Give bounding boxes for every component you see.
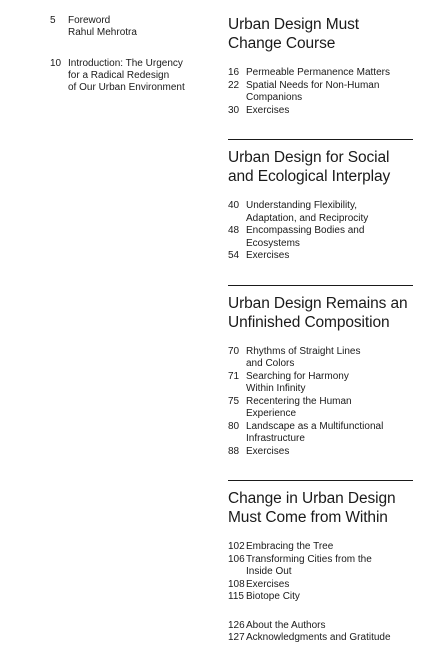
- toc-entry-title: Permeable Permanence Matters: [246, 67, 390, 78]
- toc-page-number: 22: [228, 79, 240, 91]
- toc-entry[interactable]: [228, 225, 413, 250]
- toc-left-column: [50, 15, 210, 113]
- toc-entry-title: Exercises: [246, 250, 290, 261]
- toc-page-number: 5: [50, 15, 56, 26]
- toc-page-number: 108: [228, 578, 245, 590]
- toc-section-2: [228, 148, 413, 263]
- toc-entry-title: Exercises: [246, 445, 290, 457]
- toc-section-3: [228, 294, 413, 459]
- toc-page-number: 115: [228, 591, 244, 602]
- section-title[interactable]: Urban Design Remains an Unfinished Composition: [228, 294, 408, 331]
- toc-entry-title: Transforming Cities from the Inside Out: [246, 553, 372, 577]
- toc-entry[interactable]: [228, 591, 413, 604]
- toc-entry[interactable]: [228, 67, 413, 80]
- toc-entry-foreword[interactable]: [50, 15, 210, 39]
- toc-entry-title: Searching for Harmony Within Infinity: [246, 370, 349, 394]
- toc-entry-title: Landscape as a Multifunctional Infrastructure: [246, 420, 384, 444]
- toc-page-number: 70: [228, 345, 240, 357]
- toc-entry[interactable]: [228, 371, 413, 396]
- toc-entry-title: Spatial Needs for Non-Human Companions: [246, 79, 380, 103]
- toc-entry-title: Understanding Flexibility, Adaptation, and Reciprocity: [246, 200, 369, 224]
- toc-entry[interactable]: [228, 105, 413, 118]
- toc-entry-title: Biotope City: [246, 591, 300, 602]
- toc-entry[interactable]: [228, 554, 413, 579]
- toc-page-number: 80: [228, 420, 240, 432]
- section-title[interactable]: Urban Design for Social and Ecological Interplay: [228, 149, 391, 185]
- toc-entry-title: Exercises: [246, 578, 290, 590]
- toc-entry-title: Embracing the Tree: [246, 541, 334, 552]
- toc-page-number: 16: [228, 67, 240, 78]
- toc-entry[interactable]: [228, 421, 413, 446]
- toc-entry-title: Acknowledgments and Gratitude: [246, 632, 391, 643]
- section-divider: [228, 285, 413, 286]
- toc-page-number: 54: [228, 250, 240, 261]
- section-title[interactable]: Urban Design Must Change Course: [228, 16, 359, 52]
- section-divider: [228, 139, 413, 140]
- toc-entry[interactable]: [228, 579, 413, 592]
- toc-entry[interactable]: [228, 250, 413, 263]
- toc-entry-introduction[interactable]: [50, 58, 210, 94]
- toc-entry[interactable]: [228, 80, 413, 105]
- toc-page-number: 10: [50, 58, 62, 69]
- toc-entry-title: About the Authors: [246, 619, 326, 631]
- toc-entry[interactable]: [228, 396, 413, 421]
- toc-entry[interactable]: [228, 541, 413, 554]
- toc-entry-title: Rhythms of Straight Lines and Colors: [246, 345, 361, 369]
- toc-entry-title: Encompassing Bodies and Ecosystems: [246, 225, 365, 249]
- section-title[interactable]: Change in Urban Design Must Come from Within: [228, 490, 396, 526]
- section-divider: [228, 480, 413, 481]
- toc-backmatter: [228, 620, 413, 645]
- toc-section-1: [228, 15, 413, 117]
- toc-entry[interactable]: [228, 346, 413, 371]
- toc-entry-title: Exercises: [246, 104, 290, 116]
- toc-page-number: 102: [228, 541, 245, 552]
- toc-page-number: 75: [228, 395, 240, 407]
- toc-page-number: 126: [228, 619, 245, 631]
- toc-entry-acknowledgments[interactable]: [228, 632, 413, 645]
- toc-entry-title: Foreword Rahul Mehrotra: [68, 15, 137, 38]
- toc-page-number: 48: [228, 225, 240, 236]
- toc-page-number: 71: [228, 370, 240, 382]
- toc-entry[interactable]: [228, 200, 413, 225]
- toc-page-number: 40: [228, 200, 240, 211]
- toc-page-number: 127: [228, 632, 245, 643]
- toc-section-4: [228, 489, 413, 604]
- toc-entry[interactable]: [228, 446, 413, 459]
- toc-page-number: 88: [228, 445, 240, 457]
- toc-entry-title: Introduction: The Urgency for a Radical Redesign of Our Urban Environment: [68, 58, 185, 93]
- toc-page-number: 106: [228, 553, 245, 565]
- toc-right-column: [228, 15, 413, 645]
- toc-entry-title: Recentering the Human Experience: [246, 395, 352, 419]
- toc-entry-about-authors[interactable]: [228, 620, 413, 633]
- toc-page-number: 30: [228, 104, 240, 116]
